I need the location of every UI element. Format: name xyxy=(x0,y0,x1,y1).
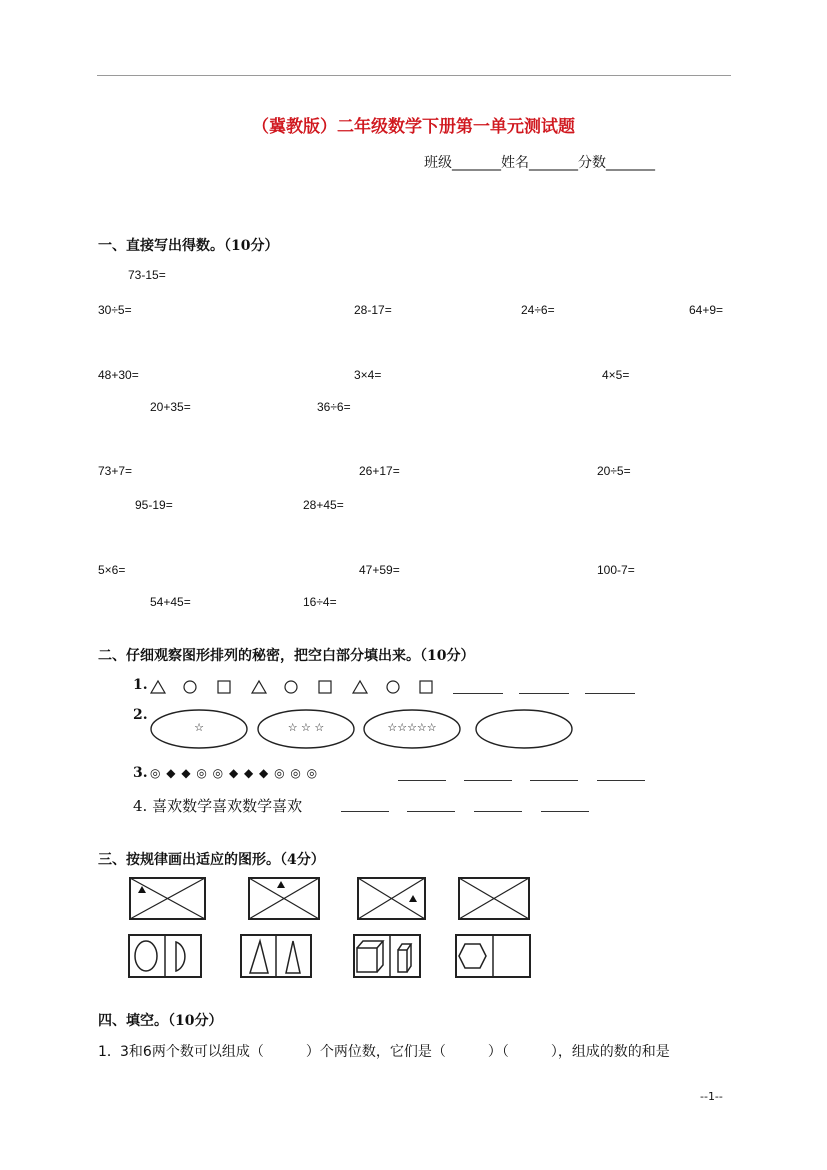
equation: 95-19= xyxy=(135,498,173,512)
page-title: （冀教版）二年级数学下册第一单元测试题 xyxy=(252,117,575,137)
split-box-figure-1 xyxy=(129,935,201,977)
section2-heading: 二、仔细观察图形排列的秘密，把空白部分填出来。（10分） xyxy=(98,648,475,664)
equation: 73-15= xyxy=(128,268,166,282)
triangle-icon xyxy=(250,941,268,973)
triangle-marker-icon xyxy=(409,895,417,902)
equation: 20+35= xyxy=(150,400,191,414)
oval-stars: ☆ xyxy=(194,721,204,734)
section4-heading: 四、填空。（10分） xyxy=(98,1013,223,1029)
triangle-icon xyxy=(252,681,266,693)
equation: 24÷6= xyxy=(521,303,555,317)
pattern1-number: 1. xyxy=(133,677,148,693)
half-cube-icon xyxy=(398,944,411,972)
answer-blank[interactable] xyxy=(541,811,589,812)
envelope-figure-4 xyxy=(459,878,529,919)
equation: 48+30= xyxy=(98,368,139,382)
split-box-figure-2 xyxy=(241,935,311,977)
half-oval-icon xyxy=(176,942,185,971)
answer-blank[interactable] xyxy=(407,811,455,812)
question-number: 1． xyxy=(98,1044,121,1060)
split-box-figure-4 xyxy=(456,935,530,977)
equation: 3×4= xyxy=(354,368,382,382)
equation: 4×5= xyxy=(602,368,630,382)
circle-icon xyxy=(184,681,196,693)
answer-blank[interactable] xyxy=(597,780,645,781)
hexagon-icon xyxy=(459,944,486,968)
answer-blank[interactable] xyxy=(464,780,512,781)
answer-blank[interactable] xyxy=(474,811,522,812)
answer-blank[interactable] xyxy=(398,780,446,781)
oval-shape-empty xyxy=(476,710,572,748)
square-icon xyxy=(218,681,230,693)
circle-icon xyxy=(387,681,399,693)
fill-question: 3和6两个数可以组成（ ）个两位数，它们是（ ）（ ），组成的数的和是 xyxy=(120,1044,670,1060)
equation: 16÷4= xyxy=(303,595,337,609)
equation: 26+17= xyxy=(359,464,400,478)
pattern4-text: 4. 喜欢数学喜欢数学喜欢 xyxy=(133,797,303,815)
pattern3-symbols: ◎ ◆ ◆ ◎ ◎ ◆ ◆ ◆ ◎ ◎ ◎ xyxy=(150,766,319,780)
page-number: --1-- xyxy=(700,1090,723,1103)
equation: 28+45= xyxy=(303,498,344,512)
equation: 47+59= xyxy=(359,563,400,577)
square-icon xyxy=(319,681,331,693)
section1-heading: 一、直接写出得数。（10分） xyxy=(98,238,279,254)
triangle-marker-icon xyxy=(277,881,285,888)
envelope-figure-2 xyxy=(249,878,319,919)
equation: 100-7= xyxy=(597,563,635,577)
cube-icon xyxy=(357,941,383,972)
student-info-line: 班级_______姓名_______分数_______ xyxy=(424,155,655,171)
envelope-figure-1 xyxy=(130,878,205,919)
square-icon xyxy=(420,681,432,693)
equation: 30÷5= xyxy=(98,303,132,317)
oval-stars: ☆ ☆ ☆ xyxy=(287,721,325,734)
pattern2-number: 2. xyxy=(133,707,148,723)
header-rule xyxy=(97,75,731,76)
pattern1-shapes xyxy=(148,678,448,698)
split-box-figure-3 xyxy=(354,935,420,977)
equation: 5×6= xyxy=(98,563,126,577)
equation: 54+45= xyxy=(150,595,191,609)
pattern3-number: 3. xyxy=(133,765,148,781)
answer-blank[interactable] xyxy=(519,693,569,694)
section3-heading: 三、按规律画出适应的图形。（4分） xyxy=(98,852,325,868)
half-triangle-icon xyxy=(286,941,300,973)
equation: 28-17= xyxy=(354,303,392,317)
triangle-marker-icon xyxy=(138,886,146,893)
answer-blank[interactable] xyxy=(453,693,503,694)
equation: 36÷6= xyxy=(317,400,351,414)
circle-icon xyxy=(285,681,297,693)
oval-stars: ☆☆☆☆☆ xyxy=(387,721,437,734)
answer-blank[interactable] xyxy=(341,811,389,812)
triangle-icon xyxy=(151,681,165,693)
envelope-figure-3 xyxy=(358,878,425,919)
oval-icon xyxy=(135,941,157,971)
answer-blank[interactable] xyxy=(585,693,635,694)
equation: 20÷5= xyxy=(597,464,631,478)
equation: 64+9= xyxy=(689,303,724,317)
section3-figures xyxy=(128,874,548,984)
triangle-icon xyxy=(353,681,367,693)
equation: 73+7= xyxy=(98,464,133,478)
answer-blank[interactable] xyxy=(530,780,578,781)
